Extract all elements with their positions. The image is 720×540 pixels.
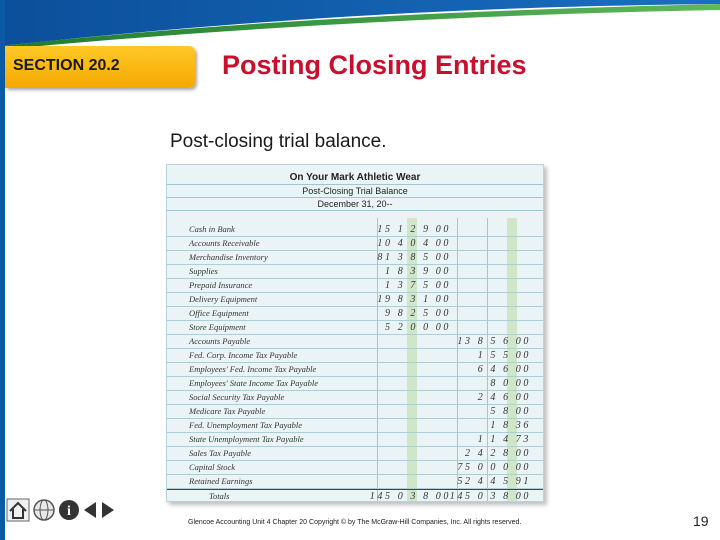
ledger-row <box>167 475 543 489</box>
credit-amount: 2 4 6 00 <box>477 392 531 403</box>
account-name: Fed. Corp. Income Tax Payable <box>189 350 298 360</box>
ledger-row <box>167 363 543 377</box>
account-name: State Unemployment Tax Payable <box>189 434 304 444</box>
debit-amount: 10 4 0 4 00 <box>377 238 451 249</box>
account-name: Store Equipment <box>189 322 246 332</box>
total-credit: 145 0 3 8 00 <box>450 490 531 502</box>
ledger-row <box>167 405 543 419</box>
credit-amount: 1 5 5 00 <box>477 350 531 361</box>
account-name: Capital Stock <box>189 462 236 472</box>
account-name: Delivery Equipment <box>189 294 258 304</box>
previous-arrow-icon[interactable] <box>82 498 98 522</box>
ledger-row <box>167 433 543 447</box>
footer-copyright: Glencoe Accounting Unit 4 Chapter 20 Copyright © by The McGraw-Hill Companies, Inc. All rights reserved. <box>188 519 522 526</box>
ledger-row <box>167 447 543 461</box>
credit-amount: 1 8 36 <box>490 420 531 431</box>
credit-amount: 2 4 2 8 00 <box>465 448 531 459</box>
credit-amount: 6 4 6 00 <box>477 364 531 375</box>
account-name: Cash in Bank <box>189 224 235 234</box>
debit-amount: 81 3 8 5 00 <box>377 252 451 263</box>
section-tab <box>5 46 195 88</box>
ledger-totals-row <box>167 489 543 502</box>
ledger-row <box>167 251 543 265</box>
account-name: Supplies <box>189 266 218 276</box>
slide-subtitle: Post-closing trial balance. <box>170 131 387 152</box>
info-icon[interactable] <box>58 498 80 522</box>
ledger-row <box>167 391 543 405</box>
account-name: Employees' State Income Tax Payable <box>189 378 318 388</box>
debit-amount: 1 8 3 9 00 <box>385 266 451 277</box>
account-name: Sales Tax Payable <box>189 448 252 458</box>
ledger-row <box>167 279 543 293</box>
ledger-row <box>167 237 543 251</box>
ledger-row <box>167 335 543 349</box>
ledger-date: December 31, 20-- <box>167 198 543 211</box>
ledger-row <box>167 461 543 475</box>
ledger-row <box>167 265 543 279</box>
ledger-row <box>167 307 543 321</box>
credit-amount: 8 0 00 <box>490 378 531 389</box>
totals-label: Totals <box>209 491 230 501</box>
ledger-report-title: Post-Closing Trial Balance <box>167 185 543 198</box>
post-closing-trial-balance <box>166 164 544 502</box>
ledger-company-name: On Your Mark Athletic Wear <box>167 172 543 185</box>
section-label: SECTION 20.2 <box>13 57 120 74</box>
page-number: 19 <box>693 513 709 529</box>
debit-amount: 1 3 7 5 00 <box>385 280 451 291</box>
debit-amount: 9 8 2 5 00 <box>385 308 451 319</box>
debit-amount: 15 1 2 9 00 <box>377 224 451 235</box>
credit-amount: 5 8 00 <box>490 406 531 417</box>
account-name: Merchandise Inventory <box>189 252 268 262</box>
credit-amount: 1 1 4 73 <box>477 434 531 445</box>
account-name: Social Security Tax Payable <box>189 392 285 402</box>
ledger-row <box>167 419 543 433</box>
account-name: Office Equipment <box>189 308 249 318</box>
account-name: Prepaid Insurance <box>189 280 253 290</box>
ledger-row <box>167 349 543 363</box>
ledger-row <box>167 293 543 307</box>
account-name: Retained Earnings <box>189 476 253 486</box>
next-arrow-icon[interactable] <box>100 498 116 522</box>
ledger-row <box>167 377 543 391</box>
debit-amount: 19 8 3 1 00 <box>377 294 451 305</box>
credit-amount: 75 0 0 0 00 <box>457 462 531 473</box>
account-name: Fed. Unemployment Tax Payable <box>189 420 302 430</box>
svg-text:i: i <box>67 504 71 519</box>
ledger-row <box>167 321 543 335</box>
credit-amount: 13 8 5 6 00 <box>457 336 531 347</box>
account-name: Accounts Payable <box>189 336 251 346</box>
home-icon[interactable] <box>6 498 30 522</box>
account-name: Medicare Tax Payable <box>189 406 266 416</box>
credit-amount: 52 4 4 5 91 <box>457 476 531 487</box>
total-debit: 145 0 3 8 00 <box>370 490 451 502</box>
globe-icon[interactable] <box>32 498 56 522</box>
account-name: Employees' Fed. Income Tax Payable <box>189 364 317 374</box>
ledger-row <box>167 223 543 237</box>
top-swoosh-banner <box>0 0 720 46</box>
ledger-rows <box>167 223 543 502</box>
account-name: Accounts Receivable <box>189 238 260 248</box>
debit-amount: 5 2 0 0 00 <box>385 322 451 333</box>
slide-title: Posting Closing Entries <box>222 50 527 80</box>
